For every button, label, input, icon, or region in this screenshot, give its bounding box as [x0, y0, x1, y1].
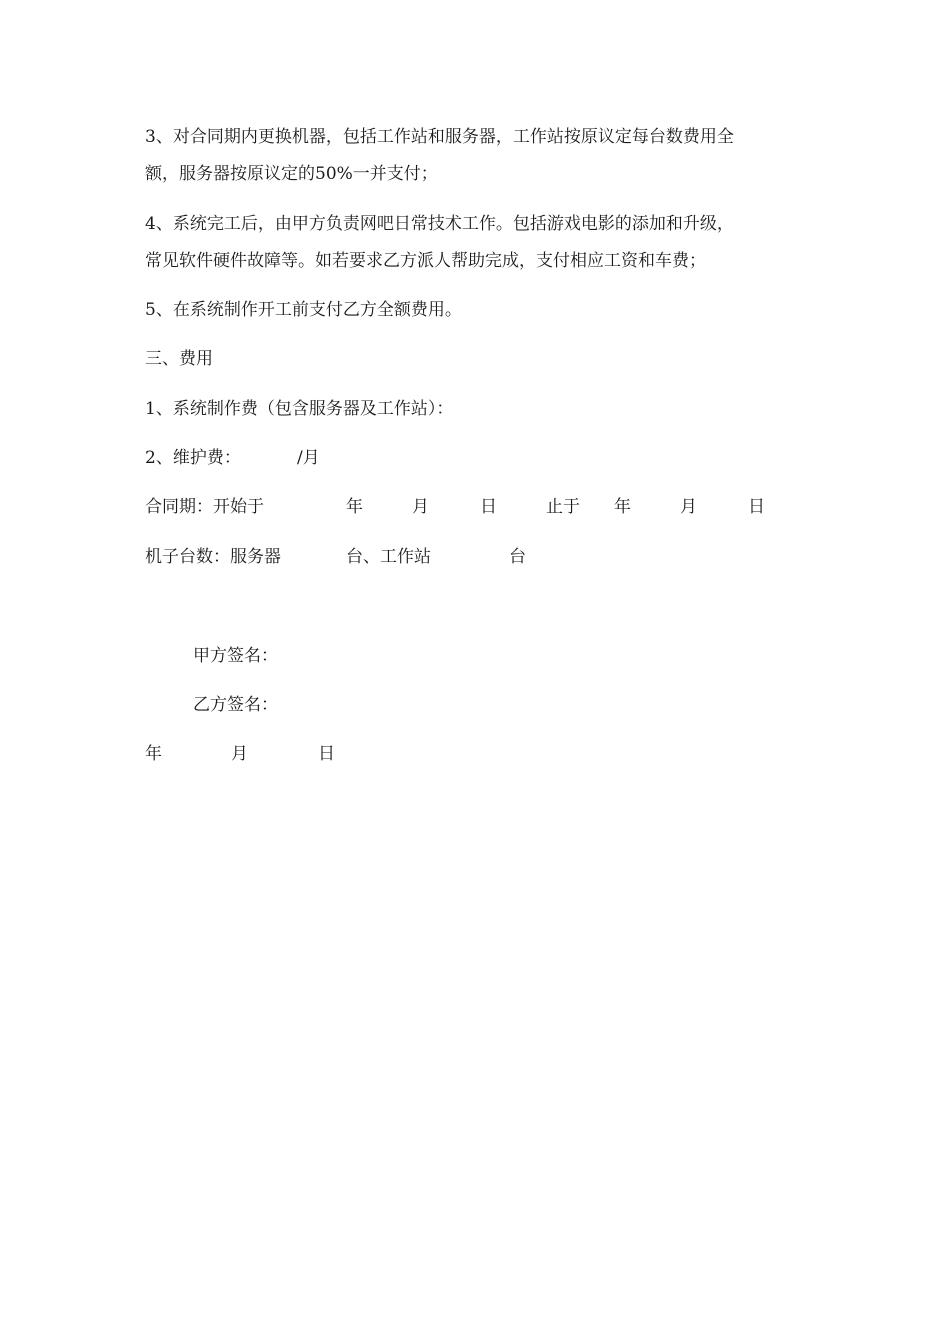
maintenance-unit: /月 — [297, 448, 320, 468]
fee-item-system: 1、系统制作费（包含服务器及工作站）： — [145, 399, 454, 419]
clause-5: 5、在系统制作开工前支付乙方全额费用。 — [145, 300, 462, 320]
start-day-unit: 日 — [480, 497, 497, 517]
clause-4-line-2: 常见软件硬件故障等。如若要求乙方派人帮助完成，支付相应工资和车费； — [145, 251, 706, 271]
end-year-unit: 年 — [614, 497, 631, 517]
clause-3-line-2: 额，服务器按原议定的50%一并支付； — [145, 164, 438, 184]
date-day-unit: 日 — [318, 744, 335, 764]
start-month-unit: 月 — [412, 497, 429, 517]
end-label: 止于 — [546, 497, 580, 517]
clause-3-line-1: 3、对合同期内更换机器，包括工作站和服务器，工作站按原议定每台数费用全 — [145, 127, 734, 147]
contract-period-label: 合同期：开始于 — [145, 497, 264, 517]
clause-4-line-1: 4、系统完工后，由甲方负责网吧日常技术工作。包括游戏电影的添加和升级， — [145, 214, 734, 234]
machine-count-label: 机子台数：服务器 — [145, 547, 281, 567]
fees-heading: 三、费用 — [145, 349, 213, 369]
party-b-signature: 乙方签名： — [193, 695, 278, 715]
date-year-unit: 年 — [145, 744, 162, 764]
workstation-unit: 台 — [509, 547, 526, 567]
server-unit: 台、工作站 — [346, 547, 431, 567]
maintenance-label: 2、维护费： — [145, 448, 241, 468]
date-month-unit: 月 — [231, 744, 248, 764]
party-a-signature: 甲方签名： — [193, 646, 278, 666]
end-month-unit: 月 — [680, 497, 697, 517]
end-day-unit: 日 — [748, 497, 765, 517]
start-year-unit: 年 — [346, 497, 363, 517]
